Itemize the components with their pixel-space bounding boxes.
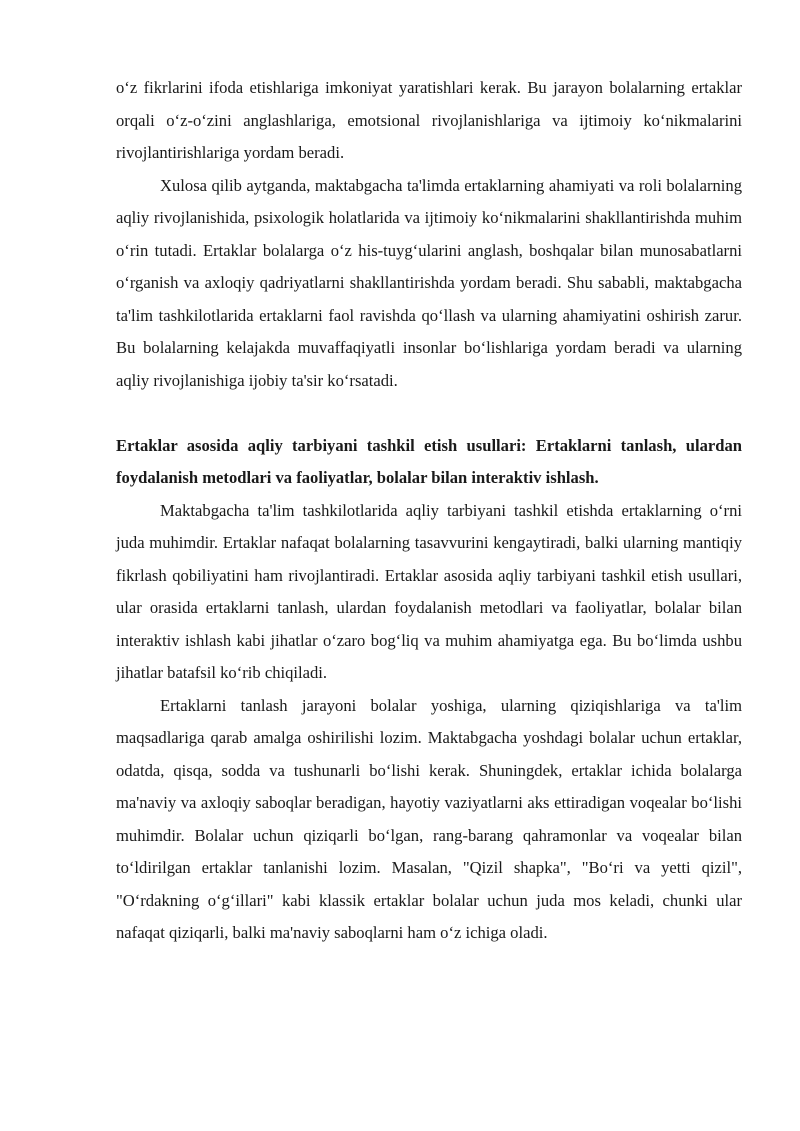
paragraph-intro-continuation: o‘z fikrlarini ifoda etishlariga imkoniyat yaratishlari kerak. Bu jarayon bolalarning ertaklar orqali o‘z-o‘zini anglashlariga, emotsional rivojlanishlariga va ijtimoiy ko‘nikmalarini rivojlantirishlariga yordam beradi.	[116, 78, 742, 162]
section-heading: Ertaklar asosida aqliy tarbiyani tashkil etish usullari: Ertaklarni tanlash, ulardan foydalanish metodlari va faoliyatlar, bolalar bilan interaktiv ishlash.	[116, 435, 742, 487]
paragraph-conclusion: Xulosa qilib aytganda, maktabgacha ta'limda ertaklarning ahamiyati va roli bolalarning aqliy rivojlanishida, psixologik holatlarida va ijtimoiy ko‘nikmalarini shakllantirishda muhim o‘rin tutadi. Ertaklar bolalarga o‘z his-tuyg‘ularini anglash, boshqalar bilan munosabatlarni o‘rganish va axloqiy qadriyatlarni shakllantirishda yordam beradi. Shu sababli, maktabgacha ta'lim tashkilotlarida ertaklarni faol ravishda qo‘llash va ularning ahamiyatini oshirish zarur. Bu bolalarning kelajakda muvaffaqiyatli insonlar bo‘lishlariga yordam beradi va ularning aqliy rivojlanishiga ijobiy ta'sir ko‘rsatadi.	[116, 175, 742, 390]
paragraph-fairy-tale-selection: Ertaklarni tanlash jarayoni bolalar yoshiga, ularning qiziqishlariga va ta'lim maqsadlariga qarab amalga oshirilishi lozim. Maktabgacha yoshdagi bolalar uchun ertaklar, odatda, qisqa, sodda va tushunarli bo‘lishi kerak. Shuningdek, ertaklar ichida bolalarga ma'naviy va axloqiy saboqlar beradigan, hayotiy vaziyatlarni aks ettiradigan voqealar bo‘lishi muhimdir. Bolalar uchun qiziqarli bo‘lgan, rang-barang qahramonlar va voqealar bilan to‘ldirilgan ertaklar tanlanishi lozim. Masalan, "Qizil shapka", "Bo‘ri va yetti qizil", "O‘rdakning o‘g‘illari" kabi klassik ertaklar bolalar uchun juda mos keladi, chunki ular nafaqat qiziqarli, balki ma'naviy saboqlarni ham o‘z ichiga oladi.	[116, 695, 742, 942]
paragraph-section-intro: Maktabgacha ta'lim tashkilotlarida aqliy tarbiyani tashkil etishda ertaklarning o‘rni juda muhimdir. Ertaklar nafaqat bolalarning tasavvurini kengaytiradi, balki ularning mantiqiy fikrlash qobiliyatini ham rivojlantiradi. Ertaklar asosida aqliy tarbiyani tashkil etish usullari, ular orasida ertaklarni tanlash, ulardan foydalanish metodlari va faoliyatlar, bolalar bilan interaktiv ishlash kabi jihatlar o‘zaro bog‘liq va muhim ahamiyatga ega. Bu bo‘limda ushbu jihatlar batafsil ko‘rib chiqiladi.	[116, 500, 742, 682]
section-spacer	[116, 397, 742, 430]
document-page	[116, 72, 742, 950]
